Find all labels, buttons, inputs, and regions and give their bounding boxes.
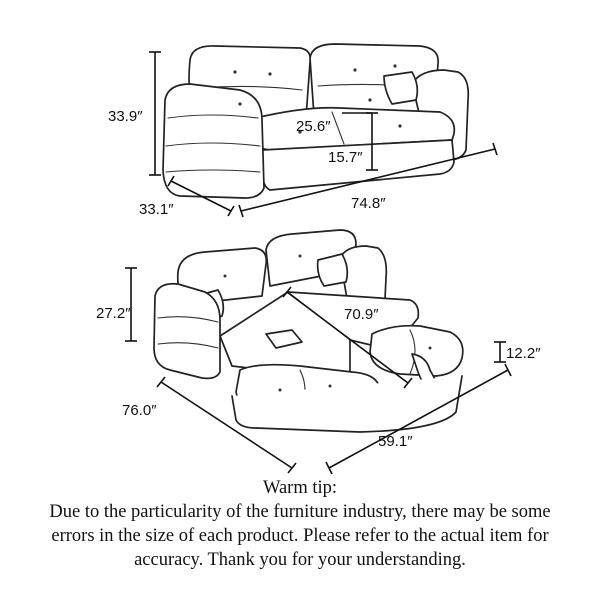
depth-label: 33.1″ bbox=[139, 201, 174, 218]
warm-tip-title: Warm tip: bbox=[262, 478, 338, 498]
warm-tip-line-2: errors in the size of each product. Please refer to the actual item for bbox=[51, 526, 549, 546]
warm-tip-line-3: accuracy. Thank you for your understanding. bbox=[134, 550, 466, 570]
sofa-bed-drawing bbox=[154, 230, 463, 432]
height-dimension-line bbox=[149, 52, 161, 175]
bed-height-label: 27.2″ bbox=[96, 305, 131, 322]
bed-width-label: 59.1″ bbox=[378, 433, 413, 450]
width-label: 74.8″ bbox=[351, 195, 386, 212]
drawer-height-dimension-line bbox=[494, 342, 506, 362]
bed-length-inner-label: 70.9″ bbox=[344, 306, 379, 323]
bed-length-label: 76.0″ bbox=[122, 402, 157, 419]
warm-tip-line-1: Due to the particularity of the furniture industry, there may be some bbox=[49, 502, 551, 522]
seat-height-label: 15.7″ bbox=[328, 149, 363, 166]
drawer-height-label: 12.2″ bbox=[506, 345, 541, 362]
seat-depth-label: 25.6″ bbox=[296, 118, 331, 135]
height-label: 33.9″ bbox=[108, 108, 143, 125]
